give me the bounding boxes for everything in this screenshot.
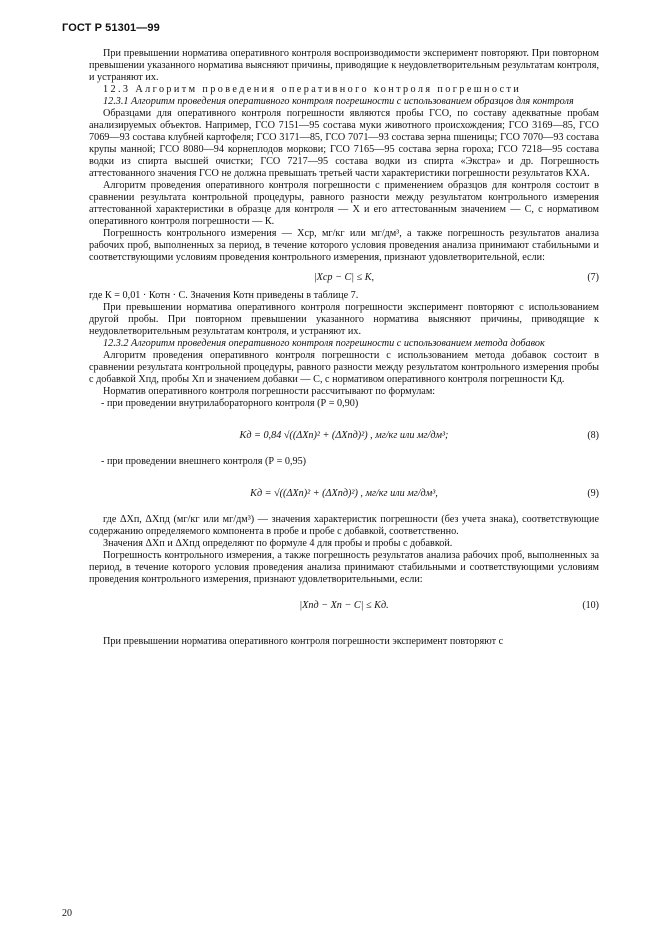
paragraph: При превышении норматива оперативного контроля погрешности эксперимент повторяют с bbox=[103, 636, 504, 647]
formula-10-number: (10) bbox=[582, 600, 599, 611]
formula-10-expression: |Xпд − Xп − C| ≤ Kд. bbox=[299, 600, 389, 611]
formula-7-number: (7) bbox=[587, 272, 599, 283]
section-12-3-1-title: 12.3.1 Алгоритм проведения оперативного контроля погрешности с использованием образцов для контроля bbox=[103, 96, 574, 107]
formula-9 bbox=[89, 468, 599, 514]
paragraph: Норматив оперативного контроля погрешности рассчитывают по формулам: bbox=[103, 386, 436, 397]
paragraph: Алгоритм проведения оперативного контроля погрешности с использованием метода добавок состоит в сравнении результата контрольной процедуры, равного разности между результатом контрольного измерения пробы с добавкой Xпд, пробы Xп и значением добавки — С, с нормативом оперативного контроля погрешности Кд. bbox=[89, 350, 599, 385]
page-number: 20 bbox=[62, 908, 72, 919]
formula-10 bbox=[89, 586, 599, 626]
section-12-3-title: 12.3 Алгоритм проведения оперативного контроля погрешности bbox=[103, 84, 522, 95]
paragraph: При превышении норматива оперативного контроля воспроизводимости эксперимент повторяют. При повторном превышении указанного норматива выясняют причины, приводящие к неудовлетворительным результатам контроля, и устраняют их. bbox=[89, 48, 599, 83]
section-12-3-2-title: 12.3.2 Алгоритм проведения оперативного контроля погрешности с использованием метода добавок bbox=[103, 338, 545, 349]
paragraph: Погрешность контрольного измерения — Xср, мг/кг или мг/дм³, а также погрешность результатов анализа рабочих проб, выполненных за период, в течение которого условия проведения анализа принимают стабильными и соответствующими условиям проведения контрольного измерения, признают удовлетворительной, если: bbox=[89, 228, 599, 263]
formula-7 bbox=[89, 264, 599, 290]
formula-7-expression: |Xср − C| ≤ K, bbox=[313, 272, 375, 283]
paragraph: Значения ΔXп и ΔXпд определяют по формуле 4 для пробы и пробы с добавкой. bbox=[103, 538, 453, 549]
list-item: - при проведении внутрилабораторного контроля (Р = 0,90) bbox=[101, 398, 359, 409]
paragraph: Алгоритм проведения оперативного контроля погрешности с применением образцов для контроля состоит в сравнении результата контрольной процедуры, равного разности между результатом контрольного измерения аттестованной характеристики в образце для контроля — X и его аттестованным значением — С, с нормативом оперативного контроля погрешности — К. bbox=[89, 180, 599, 227]
formula-8-expression: Kд = 0,84 √((ΔXп)² + (ΔXпд)²) , мг/кг или мг/дм³; bbox=[239, 430, 449, 441]
list-item: - при проведении внешнего контроля (Р = 0,95) bbox=[101, 456, 307, 467]
formula-9-number: (9) bbox=[587, 488, 599, 499]
formula-8-number: (8) bbox=[587, 430, 599, 441]
paragraph: где ΔXп, ΔXпд (мг/кг или мг/дм³) — значения характеристик погрешности (без учета знака), соответствующие содержанию определяемого компонента в пробе и пробе с добавкой, соответственно. bbox=[89, 514, 599, 537]
paragraph: Погрешность контрольного измерения, а также погрешность результатов анализа рабочих проб, выполненных за период, в течение которого условия проведения анализа принимают стабильными и соответствующими условиям проведения контрольного измерения, признают удовлетворительными, если: bbox=[89, 550, 599, 585]
document-body bbox=[89, 48, 599, 648]
paragraph: Образцами для оперативного контроля погрешности являются пробы ГСО, по составу адекватные пробам анализируемых объектов. Например, ГСО 7151—95 состава муки животного происхождения; ГСО 3169—85, ГСО 7069—93 состава клубней картофеля; ГСО 3171—85, ГСО 7071—93 состава зерна пшеницы; ГСО 7070—93 состава крупы манной; ГСО 8080—94 корнеплодов моркови; ГСО 7165—95 состава зерна гороха; ГСО 7218—95 состава водки из спирта высшей очистки; ГСО 7217—95 состава водки из спирта «Экстра» и др. Погрешность аттестованного значения ГСО не должна превышать третьей части характеристики погрешности результатов КХА. bbox=[89, 108, 599, 179]
paragraph: При превышении норматива оперативного контроля погрешности эксперимент повторяют с использованием другой пробы. При повторном превышении указанного норматива выясняют причины, приводящие к неудовлетворительным результатам контроля, и устраняют их. bbox=[89, 302, 599, 337]
formula-8 bbox=[89, 410, 599, 456]
standard-header: ГОСТ Р 51301—99 bbox=[62, 22, 160, 34]
paragraph: где К = 0,01 · Котн · С. Значения Котн приведены в таблице 7. bbox=[89, 290, 359, 301]
formula-9-expression: Kд = √((ΔXп)² + (ΔXпд)²) , мг/кг или мг/дм³, bbox=[250, 488, 438, 499]
